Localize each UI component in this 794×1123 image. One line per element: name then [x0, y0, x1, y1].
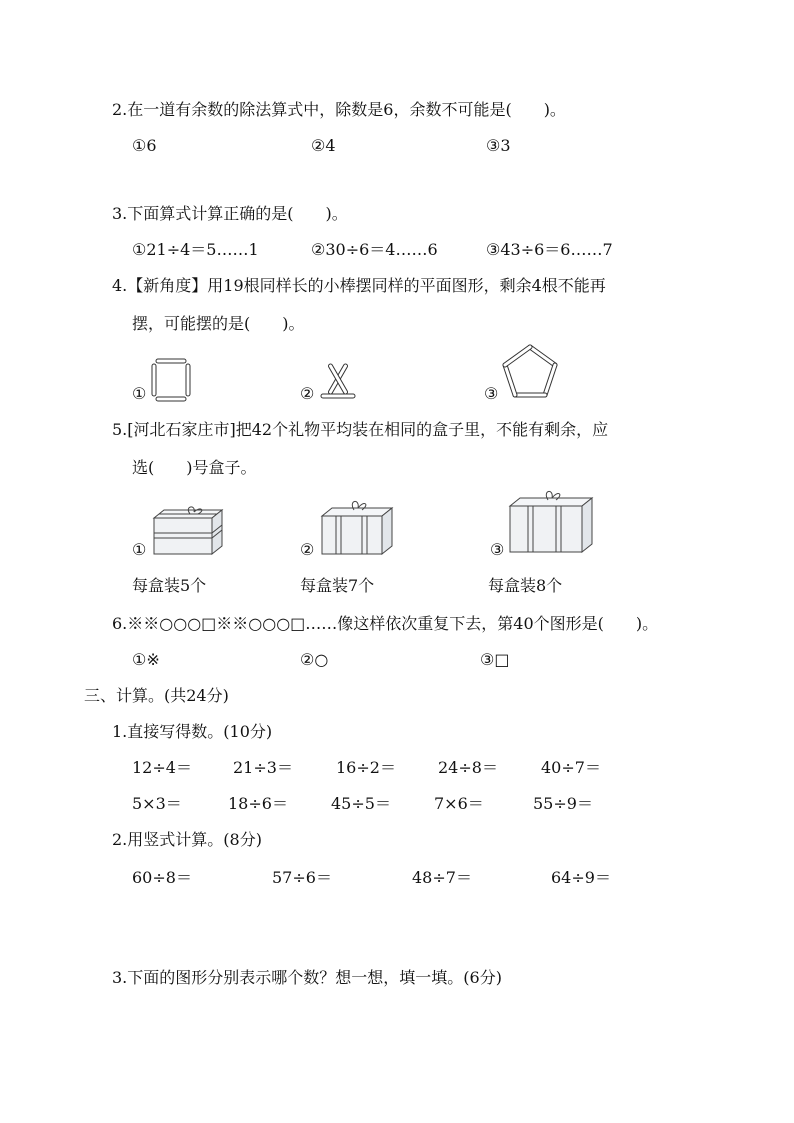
- vertical-calc-item: 48÷7＝: [412, 868, 472, 887]
- q6-option-2[interactable]: ②○: [300, 650, 329, 669]
- oral-calc-item: 24÷8＝: [438, 758, 498, 777]
- q3-option-2[interactable]: ②30÷6＝4……6: [311, 240, 438, 259]
- q2-option-1[interactable]: ①6: [132, 136, 157, 155]
- q5-stem-line2: 选( )号盒子。: [132, 458, 257, 477]
- stick-pentagon-figure: [500, 343, 560, 401]
- q2-option-2[interactable]: ②4: [311, 136, 336, 155]
- vertical-calc-item: 60÷8＝: [132, 868, 192, 887]
- q2-stem: 2.在一道有余数的除法算式中，除数是6，余数不可能是( )。: [112, 100, 566, 119]
- q4-stem-line2: 摆，可能摆的是( )。: [132, 314, 305, 333]
- q5-caption-2: 每盒装7个: [300, 576, 375, 595]
- gift-box-2-figure: [318, 500, 396, 556]
- q5-option-2-mark[interactable]: ②: [300, 540, 315, 559]
- section3-part1-title: 1.直接写得数。(10分): [112, 722, 273, 741]
- q4-option-1-mark[interactable]: ①: [132, 384, 147, 403]
- oral-calc-item: 55÷9＝: [533, 794, 593, 813]
- q5-caption-1: 每盒装5个: [132, 576, 207, 595]
- q3-option-3[interactable]: ③43÷6＝6……7: [486, 240, 613, 259]
- q5-caption-3: 每盒装8个: [488, 576, 563, 595]
- q3-stem: 3.下面算式计算正确的是( )。: [112, 204, 348, 223]
- gift-box-1-figure: [150, 506, 226, 556]
- q4-option-3-mark[interactable]: ③: [484, 384, 499, 403]
- oral-calc-item: 7×6＝: [434, 794, 484, 813]
- q5-option-1-mark[interactable]: ①: [132, 540, 147, 559]
- stick-triangle-figure: [318, 360, 358, 400]
- section3-part2-title: 2.用竖式计算。(8分): [112, 830, 262, 849]
- oral-calc-item: 45÷5＝: [331, 794, 391, 813]
- gift-box-3-figure: [506, 490, 596, 554]
- q6-option-3[interactable]: ③□: [480, 650, 510, 669]
- q6-stem: 6.※※○○○□※※○○○□……像这样依次重复下去，第40个图形是( )。: [112, 614, 659, 633]
- section3-part3-title: 3.下面的图形分别表示哪个数？想一想，填一填。(6分): [112, 968, 502, 987]
- vertical-calc-item: 57÷6＝: [272, 868, 332, 887]
- oral-calc-item: 40÷7＝: [541, 758, 601, 777]
- stick-square-figure: [151, 358, 191, 402]
- q5-stem-line1: 5.[河北石家庄市]把42个礼物平均装在相同的盒子里，不能有剩余，应: [112, 420, 609, 439]
- oral-calc-item: 21÷3＝: [233, 758, 293, 777]
- oral-calc-item: 12÷4＝: [132, 758, 192, 777]
- q3-option-1[interactable]: ①21÷4＝5……1: [132, 240, 259, 259]
- q2-option-3[interactable]: ③3: [486, 136, 511, 155]
- section3-title: 三、计算。(共24分): [84, 686, 229, 705]
- q6-option-1[interactable]: ①※: [132, 650, 160, 669]
- q4-stem-line1: 4.【新角度】用19根同样长的小棒摆同样的平面图形，剩余4根不能再: [112, 276, 606, 295]
- oral-calc-item: 18÷6＝: [228, 794, 288, 813]
- q4-option-2-mark[interactable]: ②: [300, 384, 315, 403]
- oral-calc-item: 16÷2＝: [336, 758, 396, 777]
- vertical-calc-item: 64÷9＝: [551, 868, 611, 887]
- q5-option-3-mark[interactable]: ③: [490, 540, 505, 559]
- oral-calc-item: 5×3＝: [132, 794, 182, 813]
